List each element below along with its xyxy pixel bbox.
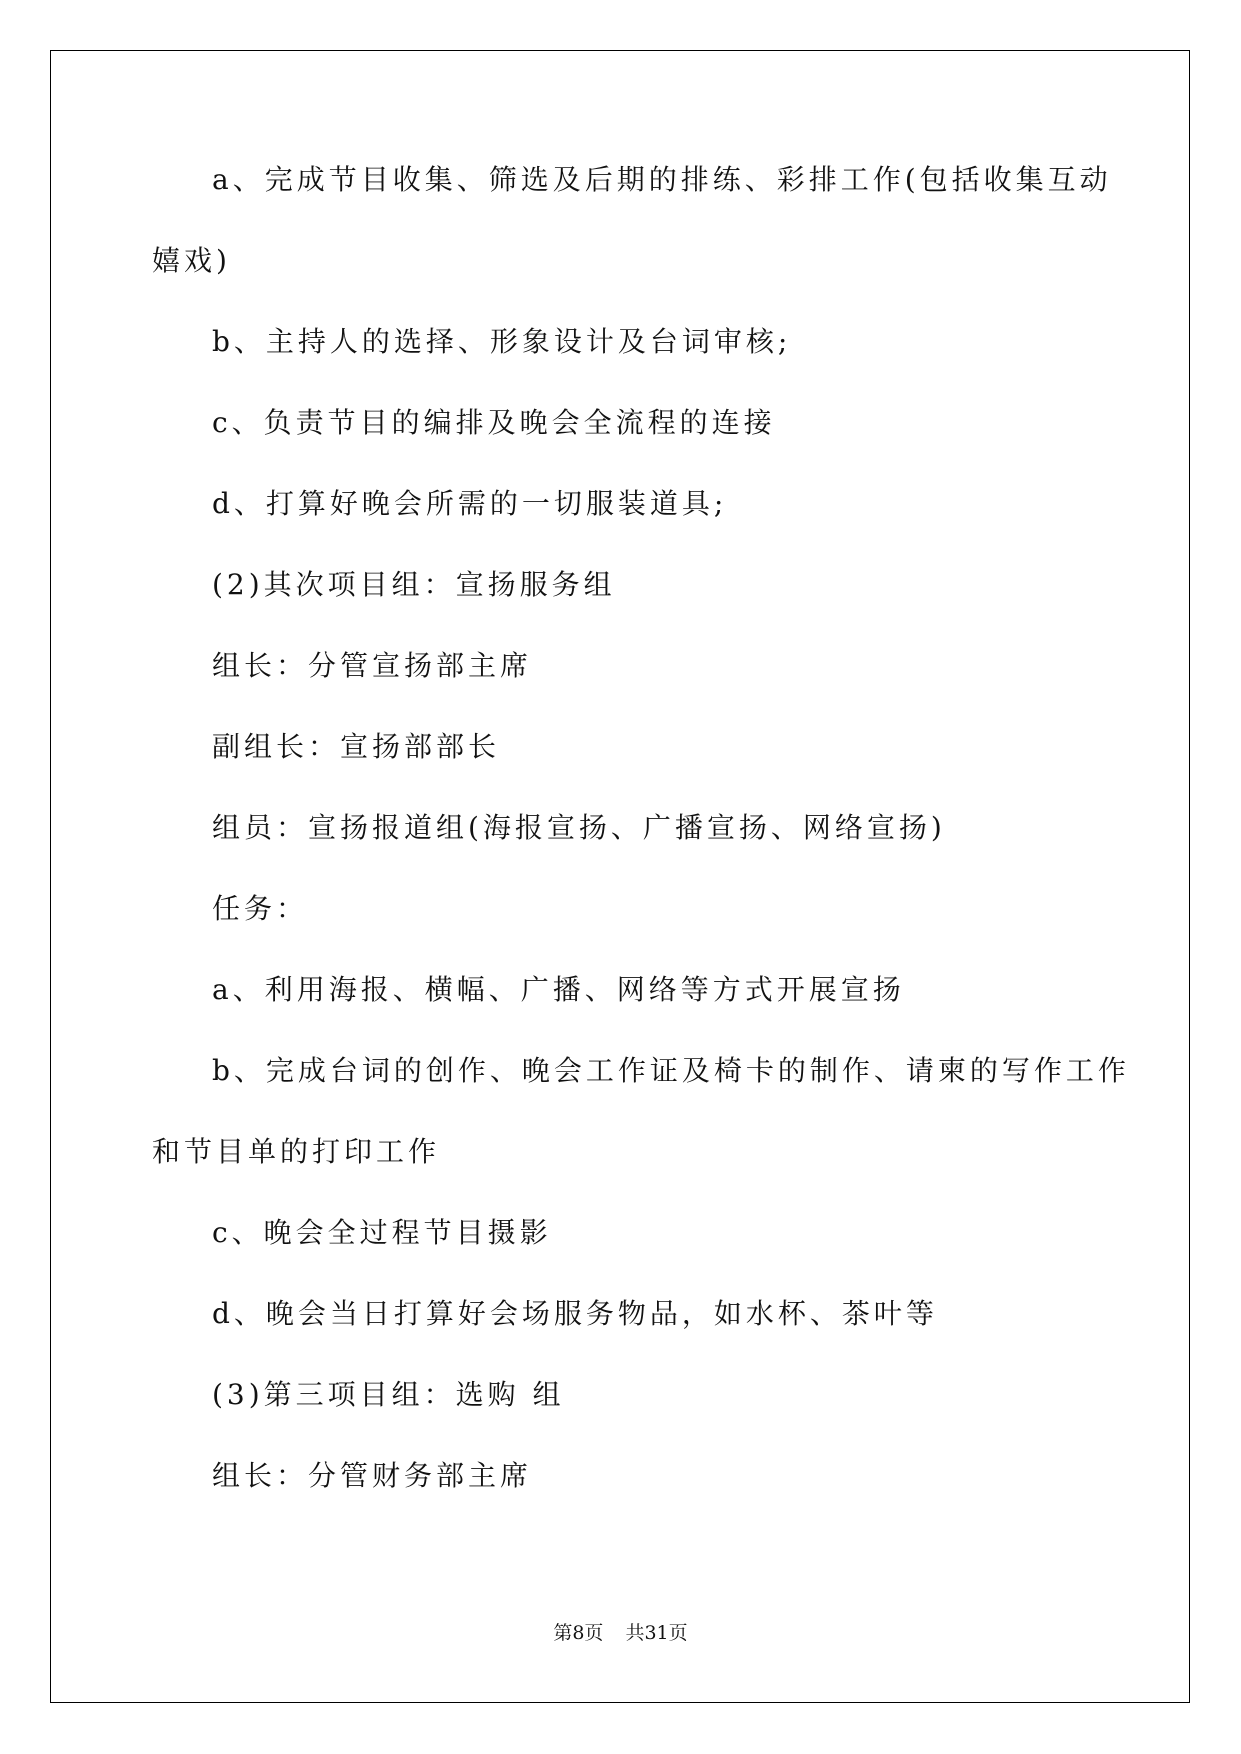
text-line: d、晚会当日打算好会场服务物品，如水杯、茶叶等 [212, 1297, 938, 1330]
text-line: c、负责节目的编排及晚会全流程的连接 [212, 406, 776, 439]
document-body [152, 160, 1130, 1537]
text-line: a、利用海报、横幅、广播、网络等方式开展宣扬 [212, 973, 905, 1006]
text-line: 组长：分管财务部主席 [212, 1459, 533, 1492]
text-line: (3)第三项目组：选购 组 [212, 1378, 565, 1411]
page-total: 共31页 [625, 1622, 688, 1644]
text-line: 组员：宣扬报道组(海报宣扬、广播宣扬、网络宣扬) [212, 811, 946, 844]
text-line: 组长：分管宣扬部主席 [212, 649, 533, 682]
text-line: b、完成台词的创作、晚会工作证及椅卡的制作、请柬的写作工作 [212, 1054, 1130, 1087]
text-line: (2)其次项目组：宣扬服务组 [212, 568, 616, 601]
text-line: a、完成节目收集、筛选及后期的排练、彩排工作(包括收集互动 [212, 163, 1112, 196]
text-line: 副组长：宣扬部部长 [212, 730, 501, 763]
text-line: 任务： [212, 892, 309, 925]
text-line: 嬉戏) [152, 244, 231, 277]
text-line: c、晚会全过程节目摄影 [212, 1216, 552, 1249]
text-line: b、主持人的选择、形象设计及台词审核; [212, 325, 792, 358]
page-number: 第8页 [553, 1622, 604, 1644]
text-line: d、打算好晚会所需的一切服装道具; [212, 487, 728, 520]
text-line: 和节目单的打印工作 [152, 1135, 441, 1168]
page-footer [0, 1618, 1241, 1645]
